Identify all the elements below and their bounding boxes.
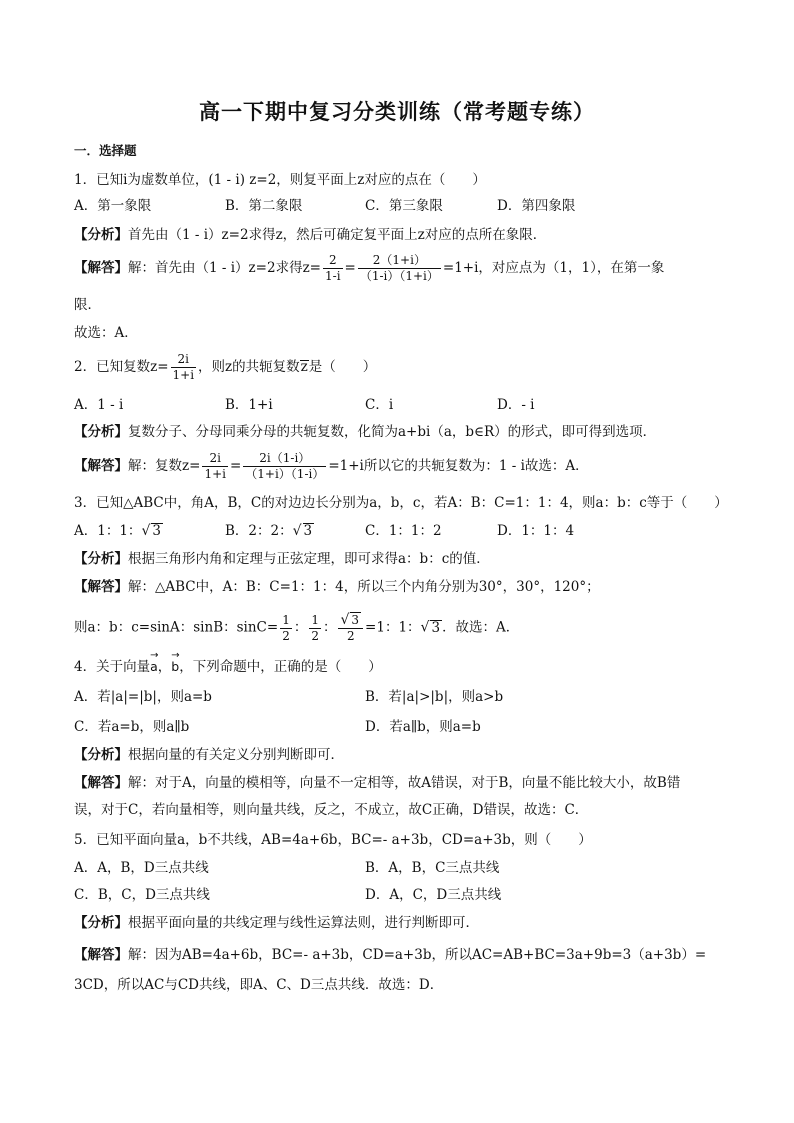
q2-answer: 【解答】解：复数z= $\frac{2i}{1+i}$ = $\frac{2i(1-i)}{(1+i)(1-i)}$ =1+i所以它的共轭复数为：1 - i故选：A． bbox=[74, 451, 589, 481]
q4-analysis: 【分析】根据向量的有关定义分别判断即可． bbox=[74, 747, 344, 763]
q2-fraction-1: $\frac{2i}{1+i}$ bbox=[204, 451, 226, 481]
q2-option-d: D．- i bbox=[497, 397, 535, 413]
q4-option-d: D．若a∥b，则a=b bbox=[365, 719, 481, 735]
q1-fraction-1: $\frac{2}{1-i}$ bbox=[325, 253, 341, 283]
q3-option-c: C．1：1：2 bbox=[365, 523, 442, 539]
q3-option-b: B．2：2：√ 3 bbox=[225, 523, 313, 539]
q4-answer: 【解答】解：对于A，向量的模相等，向量不一定相等，故A错误，对于B，向量不能比较大小，故B错 bbox=[74, 775, 681, 791]
q1-fraction-2: $\frac{2(1+i)}{(1-i)(1+i)}$ bbox=[359, 253, 439, 283]
section-heading: 一．选择题 bbox=[74, 143, 137, 158]
q2-option-b: B．1+i bbox=[225, 397, 273, 413]
q1-answer-cont: 限． bbox=[74, 297, 101, 313]
q1-option-d: D．第四象限 bbox=[497, 198, 576, 214]
page-title: 高一下期中复习分类训练（常考题专练） bbox=[199, 100, 595, 124]
analysis-label: 【分析】 bbox=[74, 227, 128, 243]
q1-choice: 故选：A． bbox=[74, 325, 138, 341]
q5-option-c: C．B，C，D三点共线 bbox=[74, 887, 210, 903]
q2-option-c: C．i bbox=[365, 397, 394, 413]
q4-option-c: C．若a=b，则a∥b bbox=[74, 719, 190, 735]
q2-stem: 2．已知复数z= $\frac{2i}{1+i}$ ，则z的共轭复数z是（ ） bbox=[74, 352, 377, 382]
answer-label: 【解答】 bbox=[74, 260, 128, 276]
q5-option-a: A．A，B，D三点共线 bbox=[74, 860, 209, 876]
q3-option-a: A．1：1：√ 3 bbox=[74, 523, 161, 539]
q2-analysis: 【分析】复数分子、分母同乘分母的共轭复数，化简为a+bi（a，b∈R）的形式，即可得到选项． bbox=[74, 424, 657, 440]
q1-option-a: A．第一象限 bbox=[74, 198, 152, 214]
q2-fraction-2: $\frac{2i(1-i)}{(1+i)(1-i)}$ bbox=[245, 451, 325, 481]
vector-b: → b bbox=[171, 657, 179, 677]
q2-option-a: A．1 - i bbox=[74, 397, 124, 413]
q5-stem: 5．已知平面向量a，b不共线，AB=4a+6b，BC=- a+3b，CD=a+3b，则（ ） bbox=[74, 832, 592, 848]
q4-option-b: B．若|a|>|b|，则a>b bbox=[365, 689, 504, 705]
q1-option-c: C．第三象限 bbox=[365, 198, 443, 214]
q4-stem: 4．关于向量→ a，→ b，下列命题中，正确的是（ ） bbox=[74, 657, 382, 677]
q3-answer-cont: 则a：b：c=sinA：sinB：sinC= $\frac{1}{2}$ ： $\frac{1}{2}$ ： $\frac{√ 3}{2}$ =1：1：√ 3 ．故选：A． bbox=[74, 612, 520, 643]
q3-answer: 【解答】解：△ABC中，A：B：C=1：1：4，所以三个内角分别为30°，30°，120°； bbox=[74, 579, 600, 595]
q5-answer-cont: 3CD，所以AC与CD共线，即A、C、D三点共线．故选：D． bbox=[74, 977, 444, 993]
q2-stem-fraction: $\frac{2i}{1+i}$ bbox=[172, 352, 195, 382]
q1-option-b: B．第二象限 bbox=[225, 198, 303, 214]
q4-answer-cont: 误，对于C，若向量相等，则向量共线，反之，不成立，故C正确，D错误，故选：C． bbox=[74, 802, 589, 818]
conjugate-z: z bbox=[300, 359, 308, 375]
q5-analysis: 【分析】根据平面向量的共线定理与线性运算法则，进行判断即可． bbox=[74, 915, 479, 931]
q1-analysis: 【分析】首先由（1 - i）z=2求得z，然后可确定复平面上z对应的点所在象限． bbox=[74, 227, 547, 243]
q4-option-a: A．若|a|=|b|，则a=b bbox=[74, 689, 212, 705]
q3-option-d: D．1：1：4 bbox=[497, 523, 575, 539]
q3-stem: 3．已知△ABC中，角A，B，C的对边边长分别为a，b，c，若A：B：C=1：1：4，则a：b：c等于（ ） bbox=[74, 495, 728, 511]
q3-analysis: 【分析】根据三角形内角和定理与正弦定理，即可求得a：b：c的值． bbox=[74, 551, 490, 567]
q1-answer: 【解答】解：首先由（1 - i）z=2求得z= $\frac{2}{1-i}$ = $\frac{2(1+i)}{(1-i)(1+i)}$ =1+i，对应点为（1，1），在第一象 bbox=[74, 253, 665, 283]
q5-option-b: B．A，B，C三点共线 bbox=[365, 860, 500, 876]
q5-option-d: D．A，C，D三点共线 bbox=[365, 887, 502, 903]
vector-a: → a bbox=[150, 657, 158, 677]
q1-stem: 1．已知i为虚数单位，(1 - i) z=2，则复平面上z对应的点在（ ） bbox=[74, 172, 486, 188]
q5-answer: 【解答】解：因为AB=4a+6b，BC=- a+3b，CD=a+3b，所以AC=AB+BC=3a+9b=3（a+3b）= bbox=[74, 947, 707, 963]
